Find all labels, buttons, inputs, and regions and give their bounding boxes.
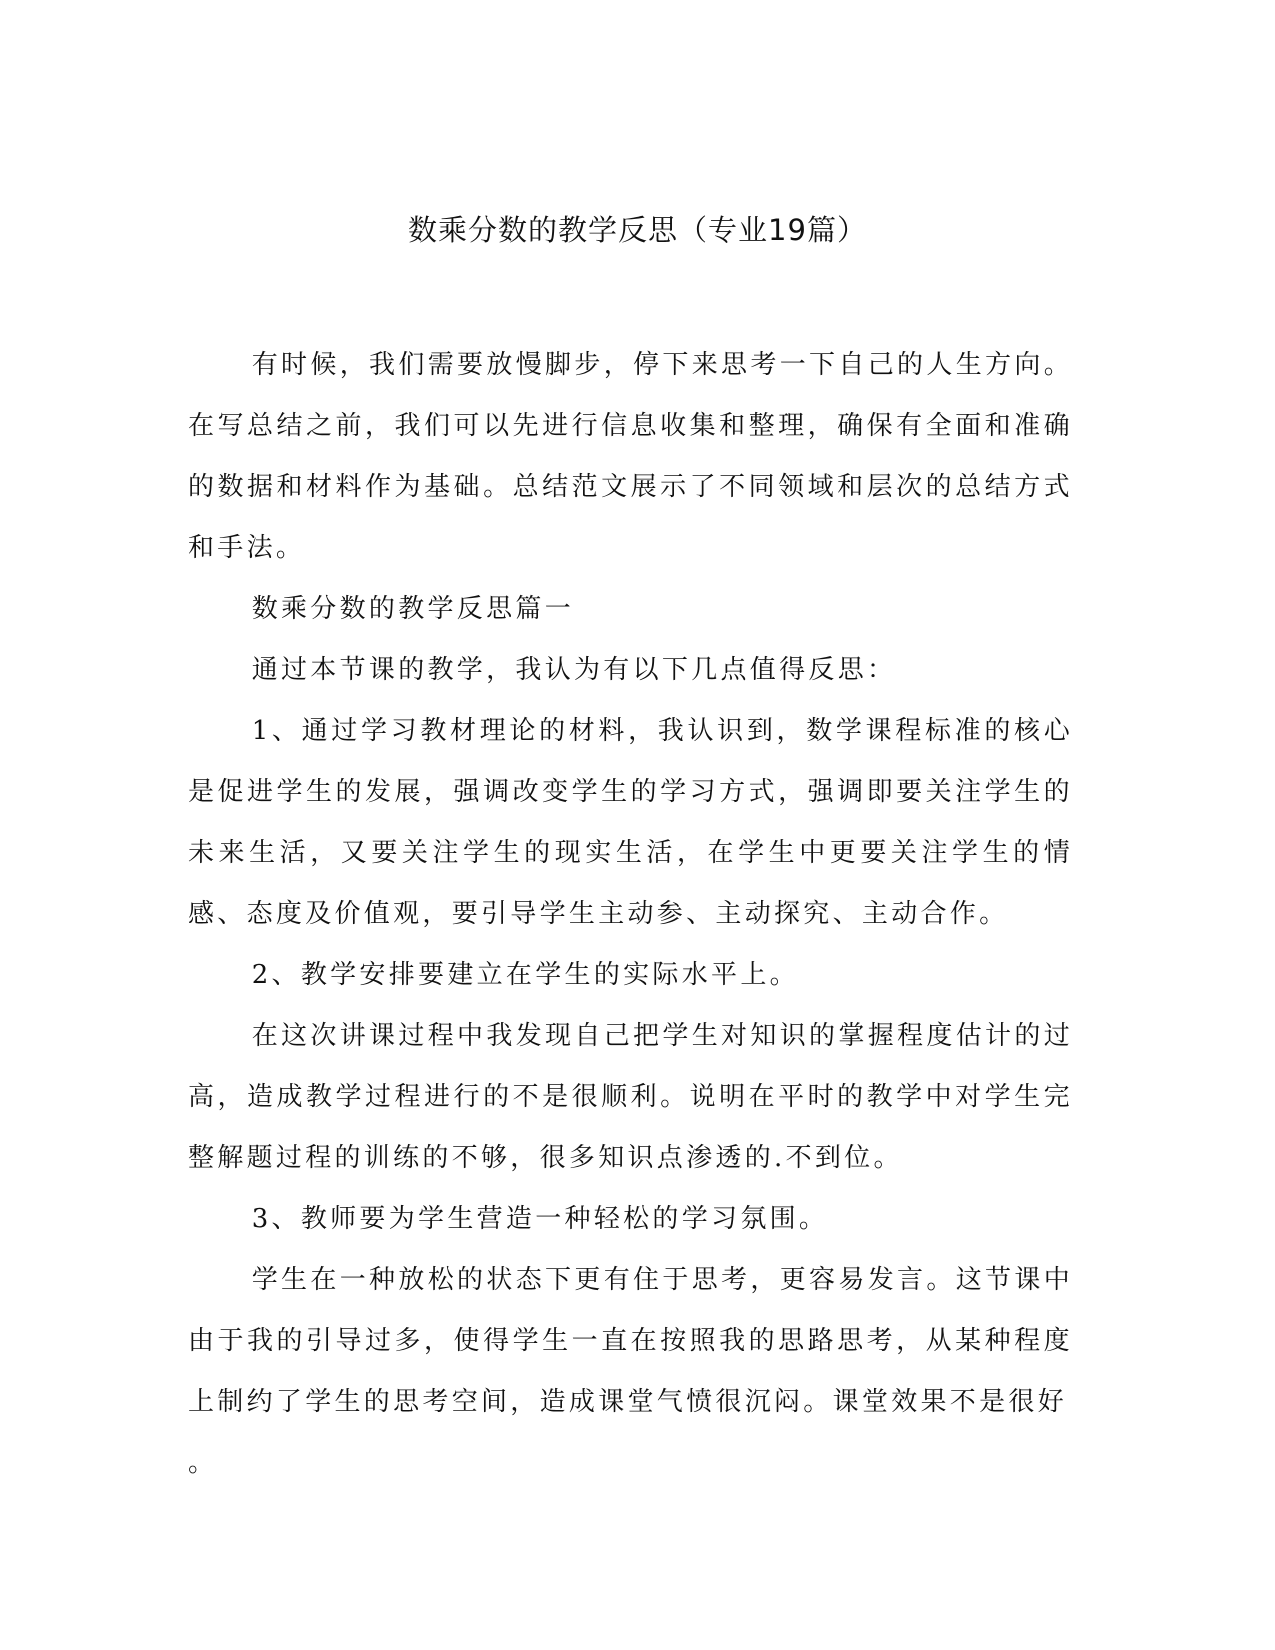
section-heading: 数乘分数的教学反思篇一 xyxy=(251,594,574,624)
document-title: 数乘分数的教学反思（专业19篇） xyxy=(408,213,867,247)
body-paragraph: 在这次讲课过程中我发现自己把学生对知识的掌握程度估计的过高，造成教学过程进行的不是很顺利。说明在平时的教学中对学生完整解题过程的训练的不够，很多知识点渗透的.不到位。 xyxy=(188,1021,1073,1173)
document-body xyxy=(188,335,1073,1494)
point-2-paragraph: 2、教学安排要建立在学生的实际水平上。 xyxy=(251,960,799,990)
point-1-paragraph: 1、通过学习教材理论的材料，我认识到，数学课程标准的核心是促进学生的发展，强调改变学生的学习方式，强调即要关注学生的未来生活，又要关注学生的现实生活，在学生中更要关注学生的情感、态度及价值观，要引导学生主动参、主动探究、主动合作。 xyxy=(188,716,1073,929)
intro-paragraph: 有时候，我们需要放慢脚步，停下来思考一下自己的人生方向。在写总结之前，我们可以先进行信息收集和整理，确保有全面和准确的数据和材料作为基础。总结范文展示了不同领域和层次的总结方式和手法。 xyxy=(188,350,1073,563)
trailing-punctuation: 。 xyxy=(188,1448,218,1478)
point-3-paragraph: 3、教师要为学生营造一种轻松的学习氛围。 xyxy=(251,1204,829,1234)
body-paragraph: 学生在一种放松的状态下更有住于思考，更容易发言。这节课中由于我的引导过多，使得学生一直在按照我的思路思考，从某种程度上制约了学生的思考空间，造成课堂气愤很沉闷。课堂效果不是很好 xyxy=(188,1265,1073,1417)
body-paragraph: 通过本节课的教学，我认为有以下几点值得反思： xyxy=(251,655,897,685)
